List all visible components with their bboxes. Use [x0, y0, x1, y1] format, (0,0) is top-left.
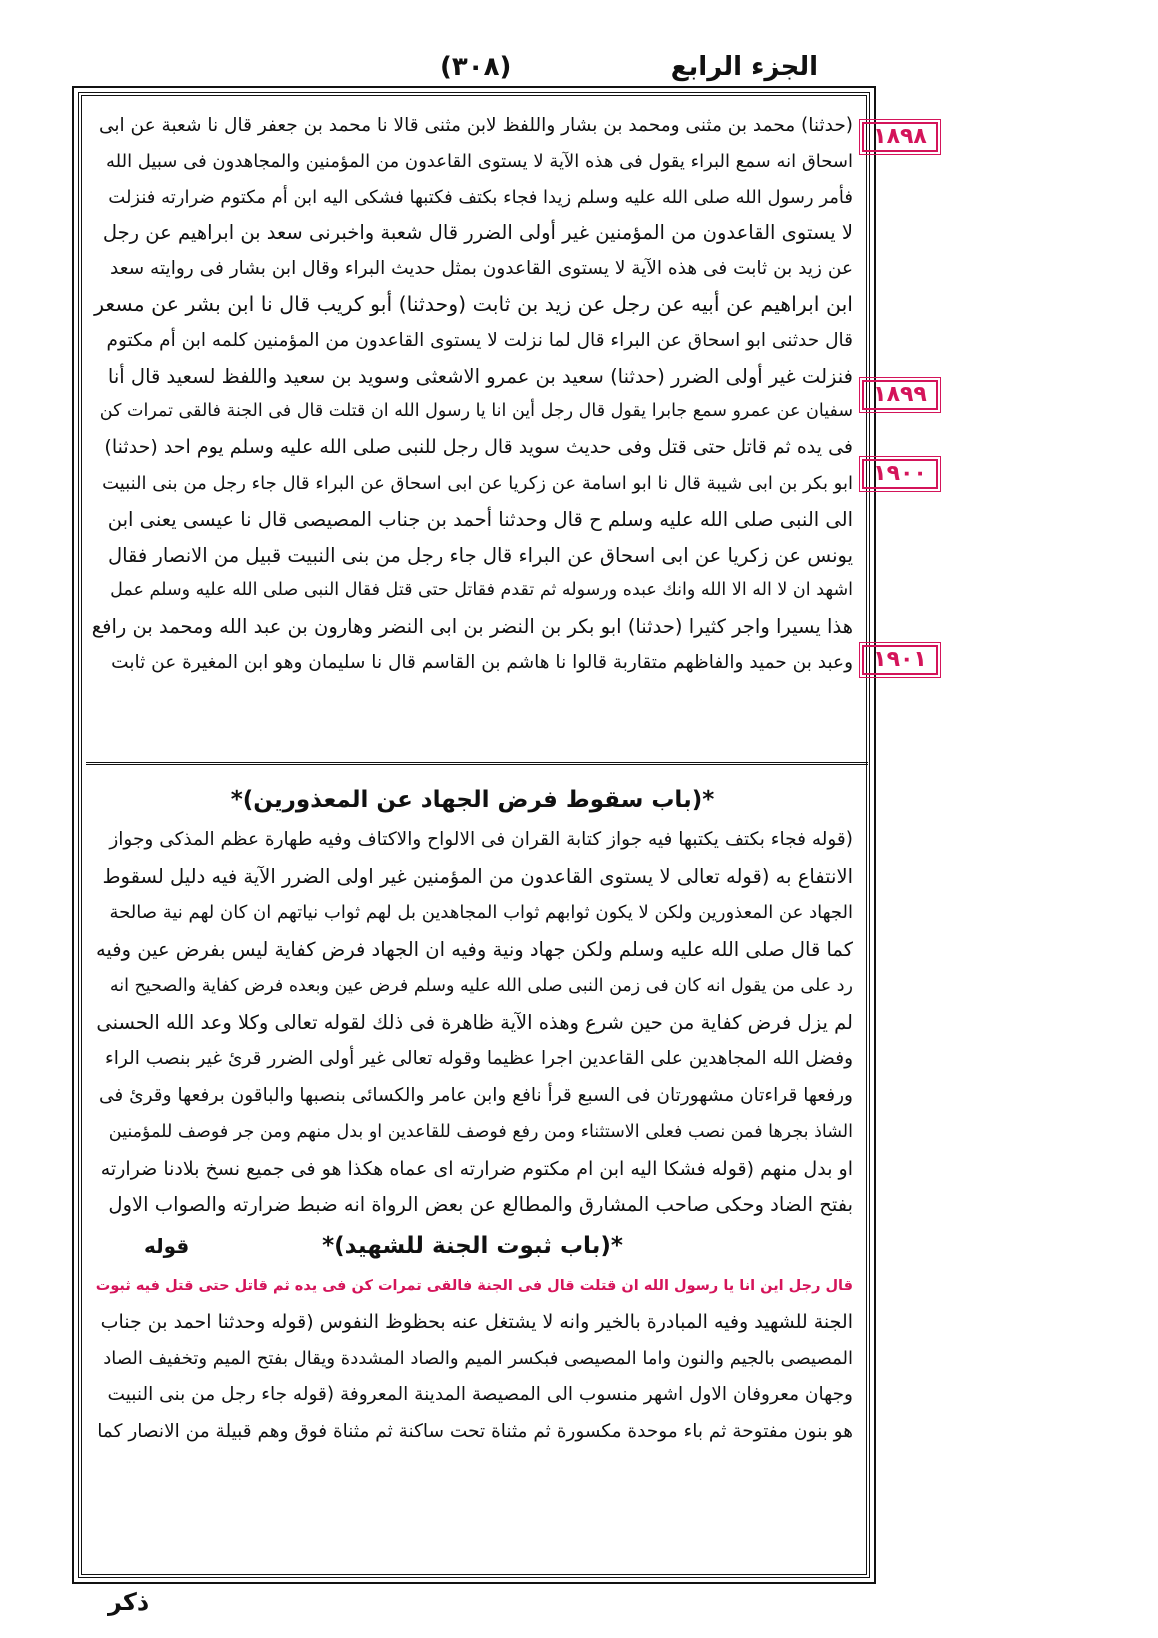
text-line: الانتفاع به (قوله تعالى لا يستوى القاعدون من المؤمنين غير اولى الضرر الآية فيه دليل لسقوط [102, 864, 853, 888]
catch-phrase: قوله [144, 1233, 190, 1258]
text-line: قال حدثنى ابو اسحاق عن البراء قال لما نزلت لا يستوى القاعدون من المؤمنين كلمه ابن أم مكتوم [106, 329, 853, 351]
hadith-number: ١٩٠٠ [862, 459, 938, 489]
text-line: لا يستوى القاعدون من المؤمنين غير أولى الضرر قال شعبة واخبرنى سعد بن ابراهيم عن رجل [102, 221, 853, 245]
volume-label: الجزء الرابع [670, 52, 818, 82]
hadith-number: ١٩٠١ [862, 645, 938, 675]
text-line: فى يده ثم قاتل حتى قتل وفى حديث سويد قال رجل للنبى صلى الله عليه وسلم يوم احد (حدثنا) [104, 436, 853, 459]
text-line: (قوله فجاء بكتف يكتبها فيه جواز كتابة القران فى الالواح والاكتاف وفيه طهارة عظم المذكى وجواز [109, 829, 853, 850]
text-line: الجهاد عن المعذورين ولكن لا يكون ثوابهم ثواب المجاهدين بل لهم ثواب نياتهم ان كان لهم نية صالحة [109, 902, 853, 923]
text-line: بفتح الضاد وحكى صاحب المشارق والمطالع عن بعض الرواة انه ضبط ضرارته والصواب الاول [108, 1193, 853, 1216]
catchword: ذكر [108, 1588, 150, 1616]
page-number: (٣٠٨) [440, 52, 512, 82]
text-line: اشهد ان لا اله الا الله وانك عبده ورسوله ثم تقدم فقاتل حتى قتل فقال النبى صلى الله عليه وسلم عمل [110, 580, 853, 601]
text-line: الجنة للشهيد وفيه المبادرة بالخير وانه لا يشتغل عنه بحظوظ النفوس (قوله وحدثنا احمد بن جناب [100, 1311, 853, 1333]
chapter-heading-row [92, 1224, 853, 1268]
text-line: اسحاق انه سمع البراء يقول فى هذه الآية لا يستوى القاعدون من المؤمنين والمجاهدون فى سبيل الله [105, 150, 853, 172]
text-line: المصيصى بالجيم والنون واما المصيصى فبكسر الميم والصاد المشددة ويقال بفتح الميم وتخفيف الصاد [103, 1347, 853, 1369]
text-line: رد على من يقول انه كان فى زمن النبى صلى الله عليه وسلم فرض عين وبعده فرض كفاية والصحيح انه [109, 976, 853, 996]
chapter-heading: *(باب سقوط فرض الجهاد عن المعذورين)* [230, 787, 715, 813]
text-line: وفضل الله المجاهدين على القاعدين اجرا عظيما وقوله تعالى غير أولى الضرر قرئ غير بنصب الراء [105, 1048, 853, 1069]
text-line: وجهان معروفان الاول اشهر منسوب الى المصيصة المدينة المعروفة (قوله جاء رجل من بنى النبيت [107, 1384, 853, 1405]
text-line: هذا يسيرا واجر كثيرا (حدثنا) ابو بكر بن النضر بن ابى النضر وهارون بن عبد الله ومحمد بن رافع [92, 615, 853, 639]
text-line: سفيان عن عمرو سمع جابرا يقول قال رجل أين انا يا رسول الله ان قتلت قال فى الجنة فالقى تمرات كن [99, 401, 853, 422]
text-line: فأمر رسول الله صلى الله عليه وسلم زيدا فجاء بكتف فكتبها فشكى اليه ابن أم مكتوم ضرارته فنزلت [108, 186, 853, 208]
text-line: فنزلت غير أولى الضرر (حدثنا) سعيد بن عمرو الاشعثى وسويد بن سعيد واللفظ لسعيد قال أنا [107, 364, 853, 388]
text-line: او بدل منهم (قوله فشكا اليه ابن ام مكتوم ضرارته اى عماه هكذا هو فى جميع نسخ بلادنا ضرارته [100, 1157, 853, 1180]
commentary-text [92, 778, 853, 1568]
text-line: لم يزل فرض كفاية من حين شرع وهذه الآية ظاهرة فى ذلك لقوله تعالى وكلا وعد الله الحسنى [96, 1010, 853, 1034]
text-line: (حدثنا) محمد بن مثنى ومحمد بن بشار واللفظ لابن مثنى قالا نا محمد بن جعفر قال نا شعبة عن ابى [98, 115, 853, 136]
text-line: عن زيد بن ثابت فى هذه الآية لا يستوى القاعدون بمثل حديث البراء وقال ابن بشار فى روايته سعد [110, 258, 853, 280]
text-line: الى النبى صلى الله عليه وسلم ح قال وحدثنا أحمد بن جناب المصيصى قال نا عيسى يعنى ابن [107, 507, 853, 531]
text-line: هو بنون مفتوحة ثم باء موحدة مكسورة ثم مثناة تحت ساكنة ثم مثناة فوق وهم قبيلة من الانصار كما [97, 1420, 853, 1442]
text-line: يونس عن زكريا عن ابى اسحاق عن البراء قال جاء رجل من بنى النبيت قبيل من الانصار فقال [107, 543, 853, 567]
text-line: ورفعها قراءتان مشهورتان فى السبع قرأ نافع وابن عامر والكسائى بنصبها والباقون برفعها وقرئ فى [98, 1084, 853, 1106]
hadith-number: ١٨٩٨ [862, 122, 938, 152]
chapter-heading: *(باب ثبوت الجنة للشهيد)* [322, 1232, 623, 1259]
text-line: ابن ابراهيم عن أبيه عن رجل عن زيد بن ثابت (وحدثنا) أبو كريب قال نا ابن بشر عن مسعر [94, 291, 853, 316]
text-line: ابو بكر بن ابى شيبة قال نا ابو اسامة عن زكريا عن ابى اسحاق عن البراء قال جاء رجل من بنى النبيت [102, 472, 853, 494]
section-divider [86, 762, 868, 765]
text-line: وعبد بن حميد والفاظهم متقاربة قالوا نا هاشم بن القاسم قال نا سليمان وهو ابن المغيرة عن ثابت [111, 651, 853, 673]
hadith-text [92, 108, 853, 758]
text-line: قال رجل اين انا يا رسول الله ان قتلت قال فى الجنة فالقى تمرات كن فى يده ثم قاتل حتى قتل فيه ثبوت [95, 1277, 853, 1294]
hadith-number: ١٨٩٩ [862, 380, 938, 410]
text-line: كما قال صلى الله عليه وسلم ولكن جهاد ونية وفيه ان الجهاد فرض كفاية ليس بفرض عين وفيه [95, 937, 853, 961]
text-line: الشاذ بجرها فمن نصب فعلى الاستثناء ومن رفع فوصف للقاعدين او بدل منهم ومن جر فوصف للمؤمنين [108, 1122, 853, 1142]
